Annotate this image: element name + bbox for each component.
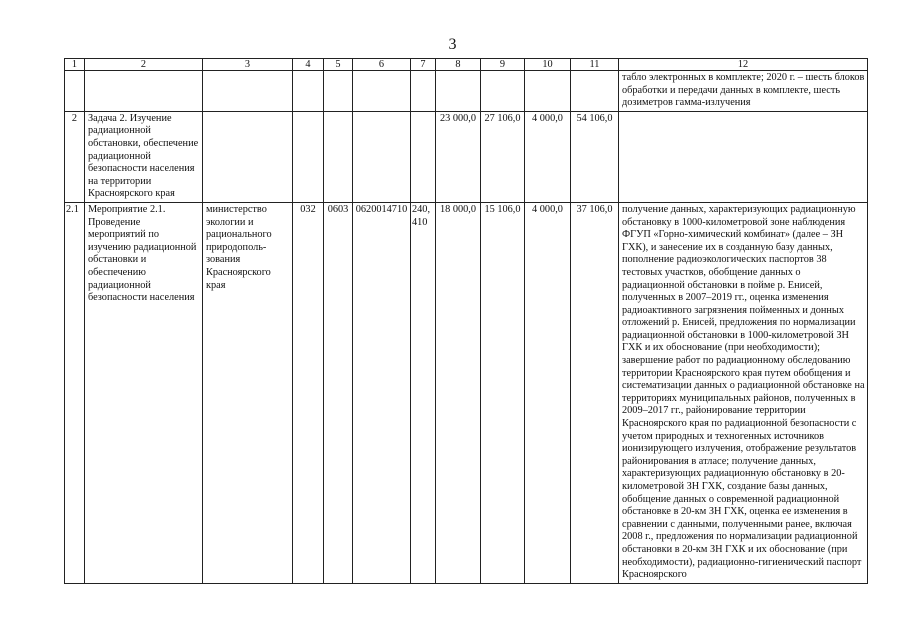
program-table xyxy=(64,58,868,584)
column-header: 9 xyxy=(481,59,525,71)
section-code: 0603 xyxy=(324,202,353,583)
row-number: 2.1 xyxy=(65,202,85,583)
page-number: 3 xyxy=(448,36,457,53)
column-header: 1 xyxy=(65,59,85,71)
column-header: 3 xyxy=(203,59,293,71)
amount-col11: 54 106,0 xyxy=(571,111,619,202)
column-header: 8 xyxy=(436,59,481,71)
column-header: 2 xyxy=(85,59,203,71)
column-header: 4 xyxy=(293,59,324,71)
measure-name: Мероприятие 2.1. Проведение мероприятий по изучению радиационной обстановки и обеспечению радиационной безопасности населения xyxy=(85,202,203,583)
target-article-code: 0620014710 xyxy=(353,202,411,583)
column-header: 11 xyxy=(571,59,619,71)
amount-col9: 15 106,0 xyxy=(481,202,525,583)
task-name: Задача 2. Изучение радиационной обстановки, обеспечение радиационной безопасности населения на территории Красноярского края xyxy=(85,111,203,202)
column-header: 12 xyxy=(619,59,868,71)
amount-col10: 4 000,0 xyxy=(525,111,571,202)
row-number: 2 xyxy=(65,111,85,202)
amount-col11: 37 106,0 xyxy=(571,202,619,583)
column-header: 6 xyxy=(353,59,411,71)
grbs-code: 032 xyxy=(293,202,324,583)
result-cell: получение данных, характеризующих радиационную обстановку в 1000-километровой зоне наблюдения ФГУП «Горно-химический комбинат» (далее – ЗН ГХК), и занесение их в созданную базу данных, пополнение радиоэкологических паспортов 38 тестовых участков, обобщение данных о радиационной обстановки в пойме р. Енисей, полученных в 2007–2019 гг., оценка изменения радиоактивного загрязнения пойменных и донных отложений р. Енисей, предложения по нормализации радиационной обстановки в 1000-километровой ЗН ГХК и их обоснование (при необходимости); завершение работ по радиационному обследованию территории Красноярского края путем обобщения и систематизации данных о радиационной обстановке на территориях муниципальных районов, полученных в 2009–2017 гг., районирование территории Красноярского края по радиационной безопасности с учетом природных и техногенных источников ионизирующего излучения, отображение результатов районирования в атласе; получение данных, характеризующих радиационную обстановку в 20-километровой ЗН ГХК, создание базы данных, обобщение данных о современной радиационной обстановке в 20-км ЗН ГХК, оценка ее изменения в сравнении с данными, полученными ранее, включая 2008 г., предложения по нормализации радиационной обстановки в 20-км ЗН ГХК и их обоснование (при необходимости), радиационно-гигиенический паспорт Красноярского xyxy=(619,202,868,583)
column-number-row xyxy=(65,59,868,71)
amount-col8: 18 000,0 xyxy=(436,202,481,583)
amount-col8: 23 000,0 xyxy=(436,111,481,202)
column-header: 10 xyxy=(525,59,571,71)
amount-col9: 27 106,0 xyxy=(481,111,525,202)
table-row-measure-2-1 xyxy=(65,202,868,583)
expense-type-code: 240, 410 xyxy=(411,202,436,583)
column-header: 7 xyxy=(411,59,436,71)
result-cell: табло электронных в комплекте; 2020 г. – шесть блоков обработки и передачи данных в комплекте, шесть дозиметров гамма-излучения xyxy=(619,71,868,112)
amount-col10: 4 000,0 xyxy=(525,202,571,583)
table-row-continuation xyxy=(65,71,868,112)
table-row-task-2 xyxy=(65,111,868,202)
column-header: 5 xyxy=(324,59,353,71)
executor-name: министерство экологии и рационального природополь- зования Красноярского края xyxy=(203,202,293,583)
